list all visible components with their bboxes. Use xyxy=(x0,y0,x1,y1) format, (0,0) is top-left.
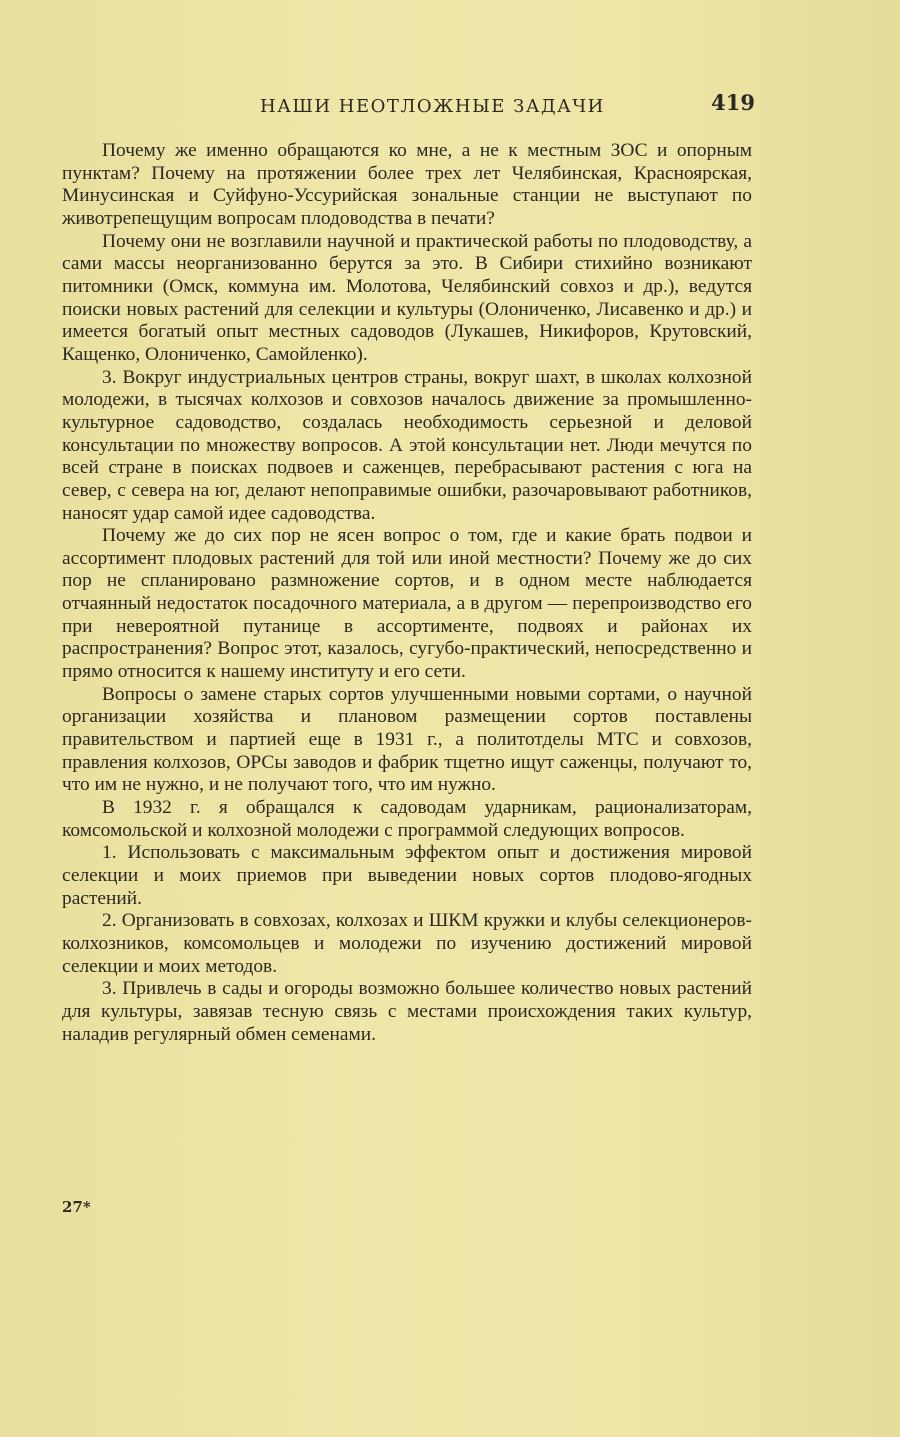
paragraph: 2. Организовать в совхозах, колхозах и ШКМ кружки и клубы селекционеров-колхозников, комсомольцев и молодежи по изучению достижений мировой селекции и моих методов. xyxy=(62,910,752,977)
body-text xyxy=(62,140,752,1046)
paragraph: Почему же до сих пор не ясен вопрос о том, где и какие брать подвои и ассортимент плодовых растений для той или иной местности? Почему же до сих пор не спланировано размножение сортов, и в одном месте наблюдается отчаянный недостаток посадочного материала, а в другом — перепроизводство его при невероятной путанице в ассортименте, подвоях и районах их распространения? Вопрос этот, казалось, сугубо-практический, непосредственно и прямо относится к нашему институту и его сети. xyxy=(62,525,752,683)
paragraph: Почему же именно обращаются ко мне, а не к местным ЗОС и опорным пунктам? Почему на протяжении более трех лет Челябинская, Красноярская, Минусинская и Суйфуно-Уссурийская зональные станции не выступают по животрепещущим вопросам плодоводства в печати? xyxy=(62,140,752,229)
paragraph: 3. Вокруг индустриальных центров страны, вокруг шахт, в школах колхозной молодежи, в тысячах колхозов и совхозов началось движение за промышленно-культурное садоводство, создалась необходимость серьезной и деловой консультации по множеству вопросов. А этой консультации нет. Люди мечутся по всей стране в поисках подвоев и саженцев, перебрасывают растения с юга на север, с севера на юг, делают непоправимые ошибки, разочаровывают работников, наносят удар самой идее садоводства. xyxy=(62,366,752,524)
page-number: 419 xyxy=(711,90,755,115)
running-title: НАШИ НЕОТЛОЖНЫЕ ЗАДАЧИ xyxy=(260,96,605,117)
page-header xyxy=(62,90,755,120)
paragraph: 1. Использовать с максимальным эффектом опыт и достижения мировой селекции и моих приемов при выведении новых сортов плодово-ягодных растений. xyxy=(62,842,752,909)
paragraph: 3. Привлечь в сады и огороды возможно большее количество новых растений для культуры, завязав тесную связь с местами происхождения таких культур, наладив регулярный обмен семенами. xyxy=(62,978,752,1045)
paragraph: В 1932 г. я обращался к садоводам ударникам, рационализаторам, комсомольской и колхозной молодежи с программой следующих вопросов. xyxy=(62,797,752,841)
paragraph: Вопросы о замене старых сортов улучшенными новыми сортами, о научной организации хозяйства и плановом размещении сортов поставлены правительством и партией еще в 1931 г., а политотделы МТС и совхозов, правления колхозов, ОРСы заводов и фабрик тщетно ищут саженцы, получают то, что им не нужно, и не получают того, что им нужно. xyxy=(62,683,752,796)
paragraph: Почему они не возглавили научной и практической работы по плодоводству, а сами массы неорганизованно берутся за это. В Сибири стихийно возникают питомники (Омск, коммуна им. Молотова, Челябинский совхоз и др.), ведутся поиски новых растений для селекции и культуры (Олониченко, Лисавенко и др.) и имеется богатый опыт местных садоводов (Лукашев, Никифоров, Крутовский, Кащенко, Олониченко, Самойленко). xyxy=(62,230,752,365)
signature-mark: 27* xyxy=(62,1198,91,1216)
